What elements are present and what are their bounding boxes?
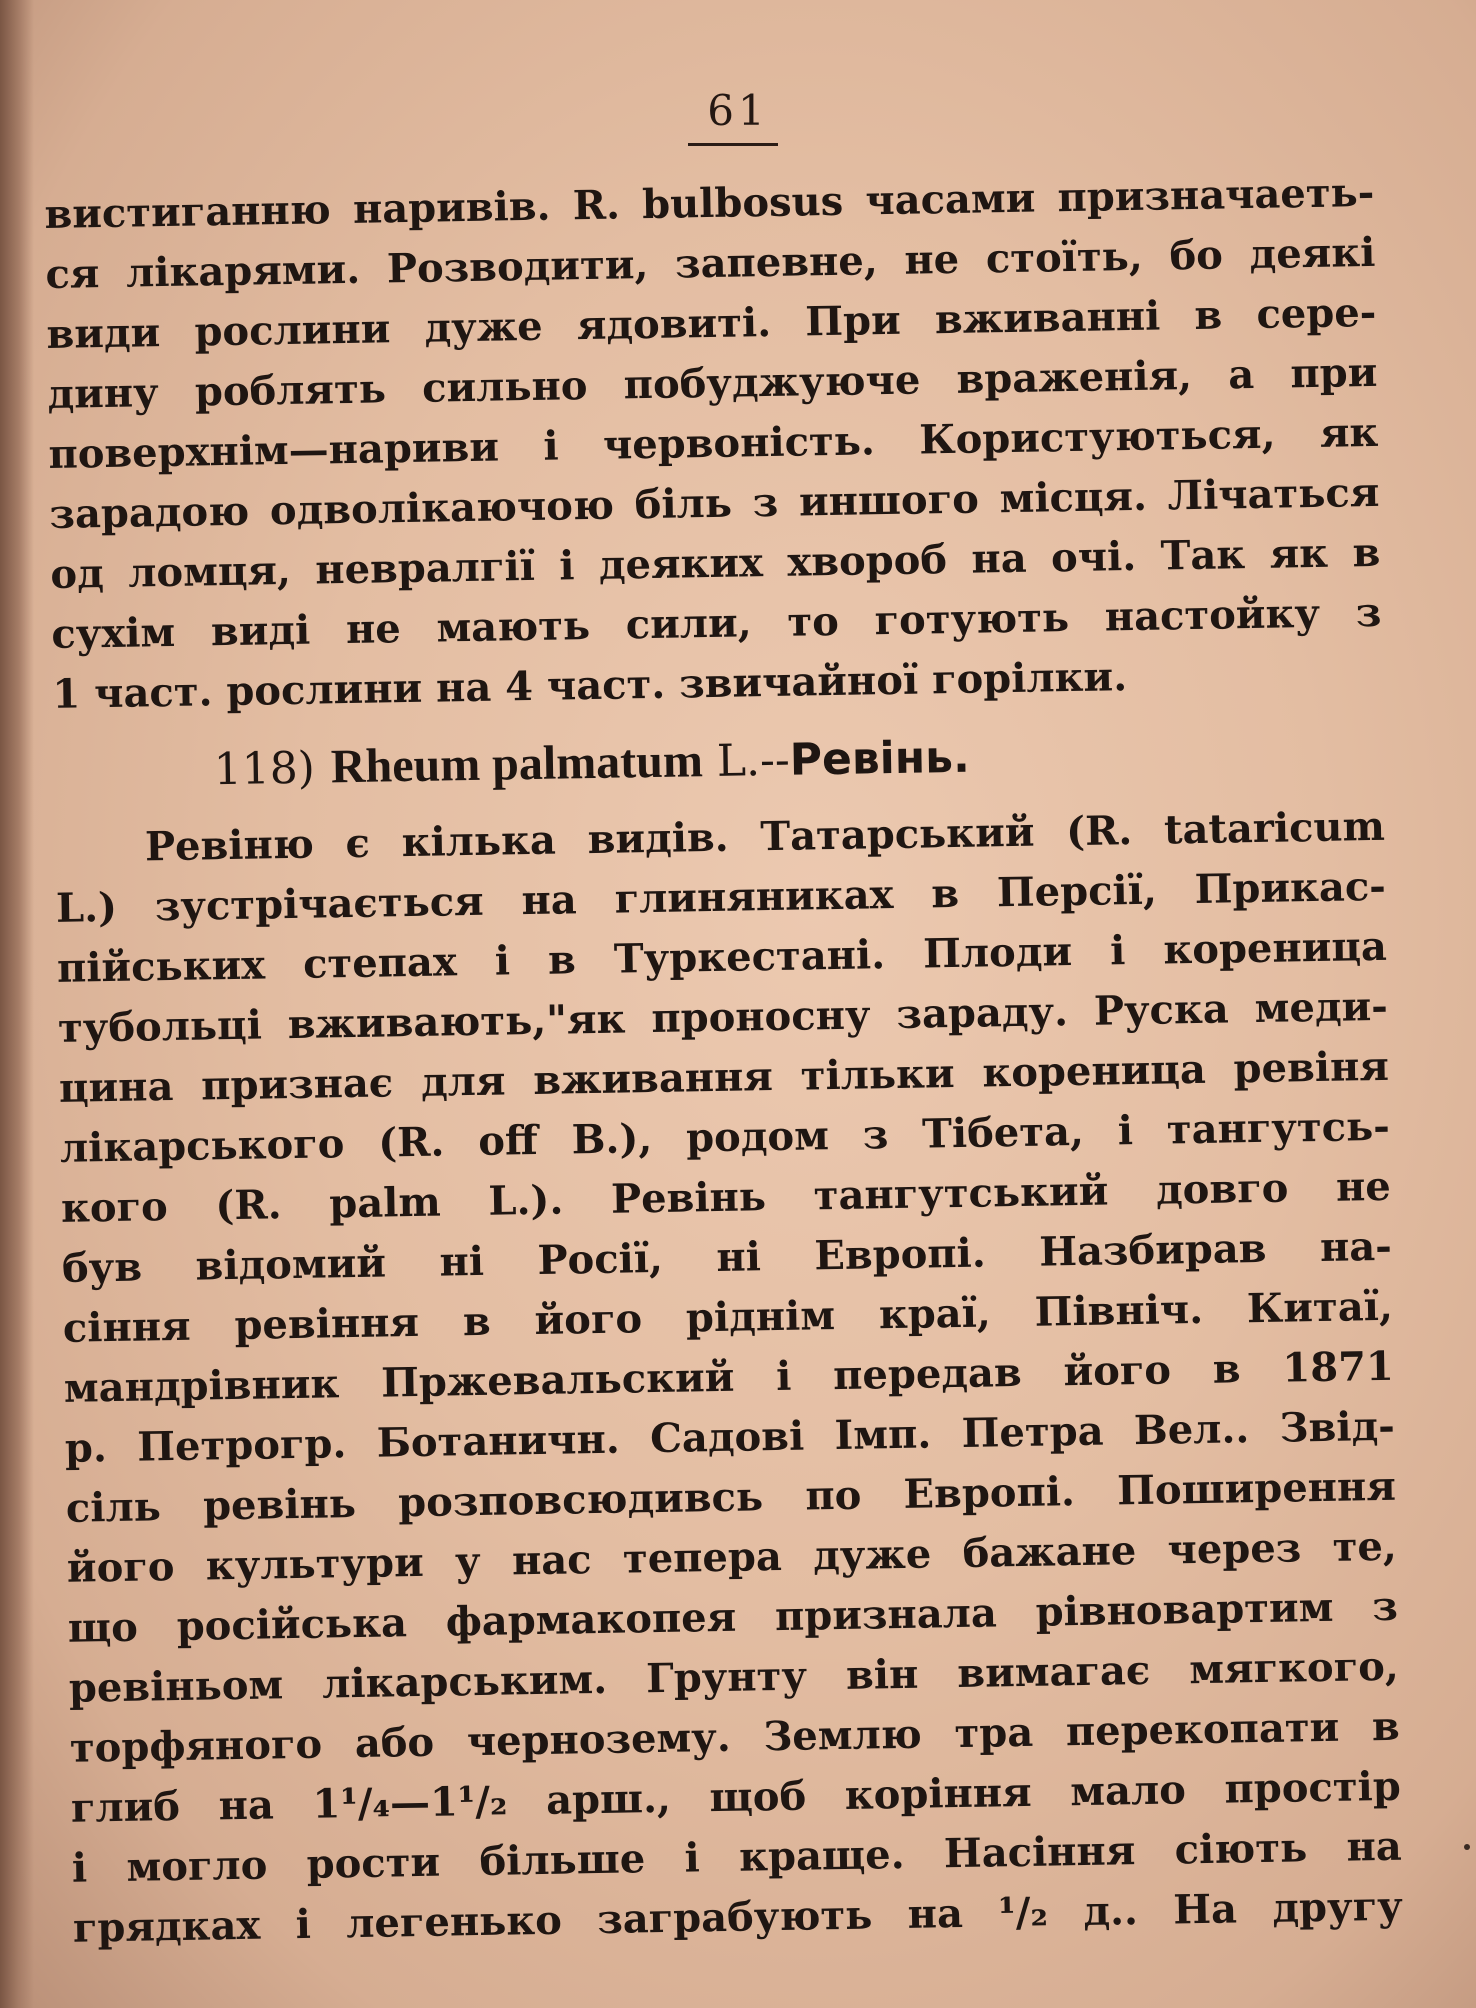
text-line: грядках і легенько заграбують на ¹/₂ д.. На другу xyxy=(72,1882,1404,1952)
text-line: вистиганню наривів. R. bulbosus часами призначаеть- xyxy=(44,168,1375,238)
text-line: лікарського (R. off B.), родом з Тібета, і тангутсь- xyxy=(59,1102,1391,1172)
text-line: ревіньом лікарським. Грунту він вимагає мягкого, xyxy=(68,1642,1400,1712)
text-line: види рослини дуже ядовиті. При вживанні в сере- xyxy=(46,288,1377,358)
text-line: од ломця, невралгії і деяких хвороб на очі. Так як в xyxy=(50,528,1381,598)
text-line: дину роблять сильно побуджуюче враженія, а при xyxy=(47,348,1378,418)
section-number: 118) xyxy=(213,742,316,796)
text-line: тубольці вживають,"як проносну зараду. Руска меди- xyxy=(57,982,1389,1052)
text-line: поверхнім—нариви і червоність. Користуються, як xyxy=(48,408,1379,478)
ukrainian-plant-name: Ревінь. xyxy=(789,731,971,786)
latin-plant-name: Rheum palmatum xyxy=(330,734,704,794)
text-line: сіль ревінь розповсюдивсь по Европі. Поширення xyxy=(65,1462,1397,1532)
author-abbreviation: L.-- xyxy=(702,734,791,788)
text-line: глиб на 1¹/₄—1¹/₂ арш., щоб коріння мало простір xyxy=(70,1762,1402,1832)
text-line: ся лікарями. Розводити, запевне, не стоїть, бо деякі xyxy=(45,228,1376,298)
text-line: що російська фармакопея признала рівновартим з xyxy=(67,1582,1399,1652)
text-line: зарадою одволікаючою біль з иншого місця. Лічаться xyxy=(49,468,1380,538)
text-line: сіння ревіння в його ріднім краї, Північ. Китаї, xyxy=(62,1282,1394,1352)
text-line: р. Петрогр. Ботаничн. Садові Імп. Петра Вел.. Звід- xyxy=(64,1402,1396,1472)
text-line: кого (R. palm L.). Ревінь тангутський довго не xyxy=(60,1162,1392,1232)
text-line: 1 част. рослини на 4 част. звичайної горілки. xyxy=(52,653,1128,718)
text-line: був відомий ні Росії, ні Европі. Назбирав на- xyxy=(61,1222,1393,1292)
text-line: сухім виді не мають сили, то готують настойку з xyxy=(51,588,1382,658)
text-line: Ревіню є кілька видів. Татарський (R. tataricum xyxy=(144,802,1386,871)
section-118-body xyxy=(55,797,1404,1959)
section-117-continuation xyxy=(44,163,1383,725)
text-line: L.) зустрічається на глиняниках в Персії, Прикас- xyxy=(55,862,1387,932)
text-line: цина признає для вживання тільки кореница ревіня xyxy=(58,1042,1390,1112)
page-number-rule xyxy=(688,143,778,146)
text-line: пійських степах і в Туркестані. Плоди і кореница xyxy=(56,922,1388,992)
text-line: торфяного або чернозему. Землю тра перекопати в xyxy=(69,1702,1401,1772)
text-line: мандрівник Пржевальский і передав його в 1871 xyxy=(63,1342,1395,1412)
text-line: його культури у нас тепера дуже бажане через те, xyxy=(66,1522,1398,1592)
page-gutter-shadow xyxy=(0,0,34,2008)
text-line: і могло рости більше і краще. Насіння сіють на xyxy=(71,1822,1403,1892)
page-text xyxy=(44,163,1403,1959)
ink-speck xyxy=(1464,1844,1470,1850)
page-number: 61 xyxy=(707,86,769,135)
